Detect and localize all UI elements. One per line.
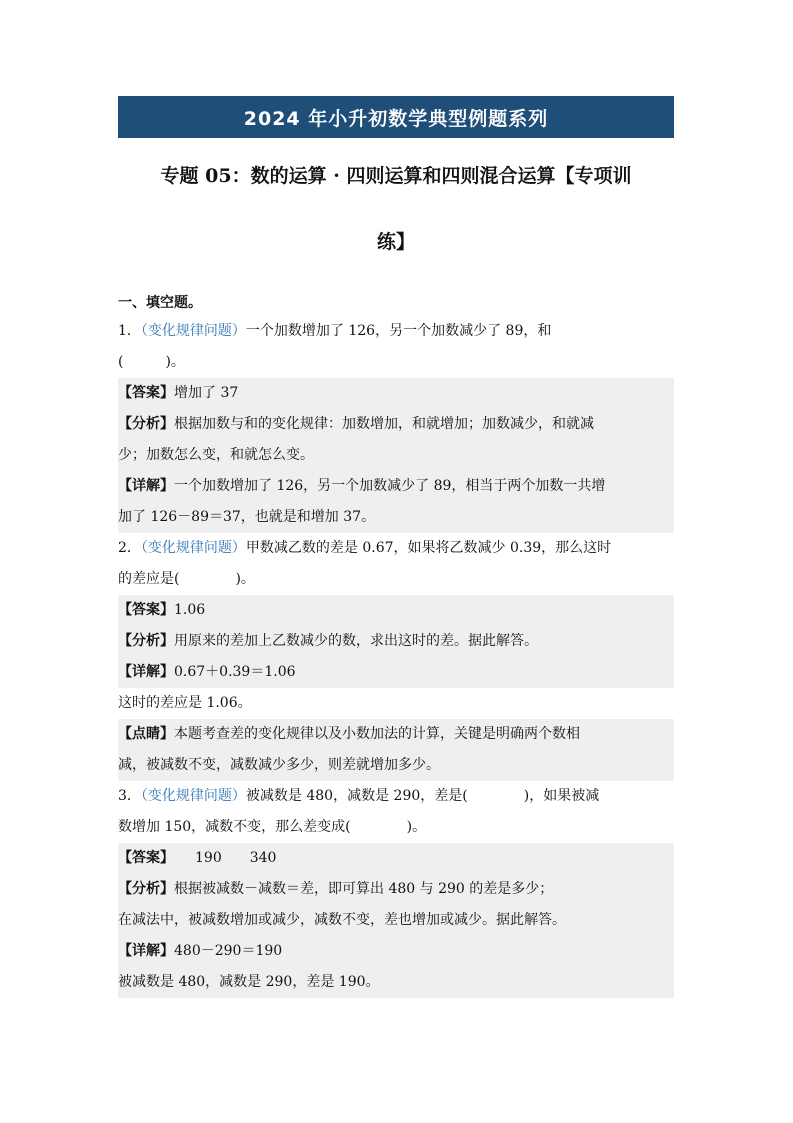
detail-3-cont: 被减数是 480，减数是 290，差是 190。 — [118, 974, 380, 990]
detail-2: 【详解】0.67＋0.39＝1.06 — [118, 664, 296, 680]
topic-title — [118, 138, 674, 270]
point-2-cont: 减，被减数不变，减数减少多少，则差就增加多少。 — [118, 757, 440, 773]
point-2: 【点睛】本题考查差的变化规律以及小数加法的计算，关键是明确两个数相 — [118, 726, 580, 742]
topic-title-line1: 专题 05：数的运算 · 四则运算和四则混合运算【专项训 — [160, 165, 632, 187]
analysis-3-cont: 在减法中，被减数增加或减少，减数不变，差也增加或减少。据此解答。 — [118, 912, 566, 928]
solution-1 — [118, 378, 674, 533]
question-2: 2．（变化规律问题）甲数减乙数的差是 0.67，如果将乙数减少 0.39，那么这时 — [118, 540, 612, 556]
question-1: 1．（变化规律问题）一个加数增加了 126，另一个加数减少了 89，和 — [118, 323, 552, 339]
solution-2 — [118, 595, 674, 688]
question-tag: （变化规律问题） — [140, 540, 246, 556]
series-banner: 2024 年小升初数学典型例题系列 — [118, 96, 674, 138]
answer-3: 【答案】 190 340 — [118, 850, 277, 866]
analysis-3: 【分析】根据被减数－减数＝差，即可算出 480 与 290 的差是多少； — [118, 881, 554, 897]
analysis-1-cont: 少；加数怎么变，和就怎么变。 — [118, 447, 314, 463]
question-tag: （变化规律问题） — [140, 788, 246, 804]
point-2-block — [118, 719, 674, 781]
section-heading: 一、填空题。 — [118, 295, 202, 311]
answer-2: 【答案】1.06 — [118, 602, 206, 618]
question-3: 3．（变化规律问题）被减数是 480，减数是 290，差是( )，如果被减 — [118, 788, 600, 804]
detail-1: 【详解】一个加数增加了 126，另一个加数减少了 89，相当于两个加数一共增 — [118, 478, 606, 494]
question-tag: （变化规律问题） — [140, 323, 246, 339]
solution-3 — [118, 843, 674, 998]
detail-3: 【详解】480－290＝190 — [118, 943, 283, 959]
analysis-1: 【分析】根据加数与和的变化规律：加数增加，和就增加；加数减少，和就减 — [118, 416, 594, 432]
topic-title-line2: 练】 — [376, 231, 415, 253]
question-2-cont: 的差应是( )。 — [118, 571, 255, 587]
answer-1: 【答案】增加了 37 — [118, 385, 239, 401]
document-page — [118, 96, 674, 998]
detail-1-cont: 加了 126－89＝37，也就是和增加 37。 — [118, 509, 376, 525]
analysis-2: 【分析】用原来的差加上乙数减少的数，求出这时的差。据此解答。 — [118, 633, 538, 649]
detail-2-cont: 这时的差应是 1.06。 — [118, 695, 252, 711]
question-3-cont: 数增加 150，减数不变，那么差变成( )。 — [118, 819, 427, 835]
question-1-cont: ( )。 — [118, 354, 185, 370]
